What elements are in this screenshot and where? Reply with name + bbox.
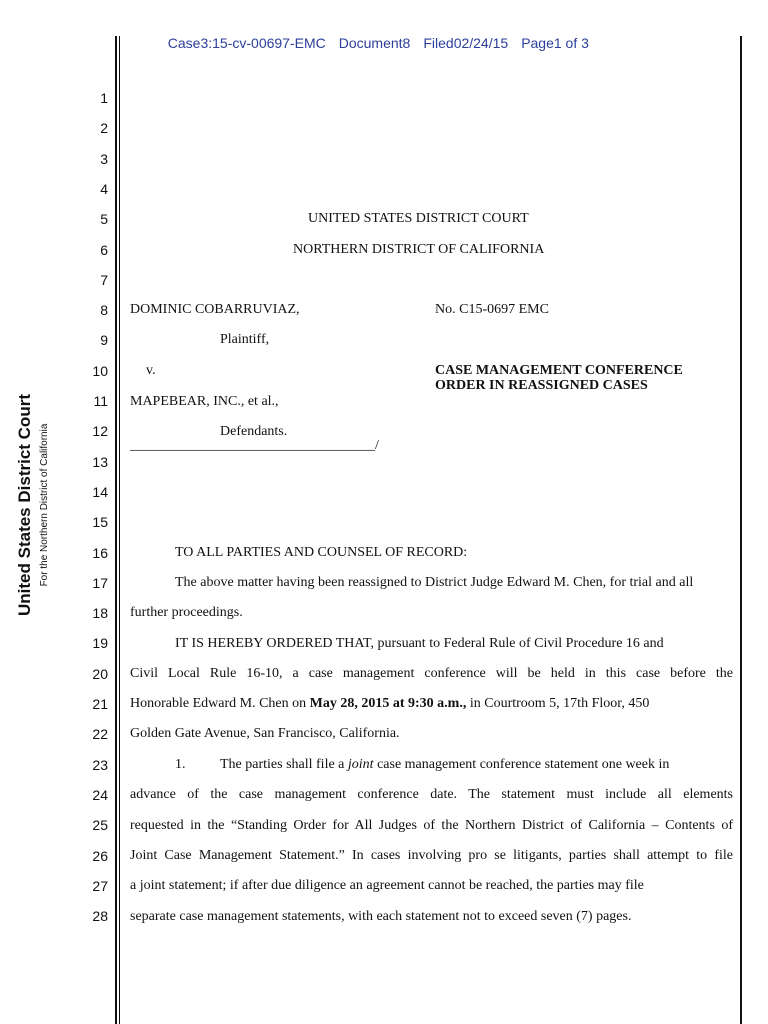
case-number: No. C15-0697 EMC	[435, 302, 549, 317]
line-number: 17	[92, 575, 108, 591]
line-number: 26	[92, 848, 108, 864]
side-court-name: United States District Court	[15, 394, 34, 616]
document-number-header: Document8	[338, 35, 411, 51]
item-1-line-1-start: The parties shall file a	[220, 757, 348, 772]
case-number-header: Case3:15-cv-00697-EMC	[167, 35, 326, 51]
right-margin-rule	[740, 36, 742, 1024]
court-district: NORTHERN DISTRICT OF CALIFORNIA	[293, 242, 545, 257]
item-1-line-2: advance of the case management conference date. The statement must include all elements	[130, 787, 733, 802]
left-margin-rule-outer	[115, 36, 117, 1024]
line-number: 18	[92, 605, 108, 621]
item-1-number: 1.	[175, 757, 186, 772]
conference-datetime: May 28, 2015 at 9:30 a.m.,	[309, 696, 467, 711]
line-number: 10	[92, 363, 108, 379]
paragraph-2-line-2: Civil Local Rule 16-10, a case management conference will be held in this case before the	[130, 666, 733, 681]
line-number: 12	[92, 423, 108, 439]
order-title-line-2: ORDER IN REASSIGNED CASES	[435, 378, 648, 393]
page-count-header: Page1 of 3	[521, 35, 589, 51]
line-number: 21	[92, 696, 108, 712]
line-number: 3	[100, 151, 108, 167]
item-1-line-1-end: case management conference statement one week in	[373, 757, 670, 772]
item-1-line-1	[220, 757, 669, 773]
item-1-line-5: a joint statement; if after due diligence an agreement cannot be reached, the parties may file	[130, 878, 644, 893]
line-number: 8	[100, 302, 108, 318]
plaintiff-name: DOMINIC COBARRUVIAZ,	[130, 302, 300, 317]
line-number: 24	[92, 787, 108, 803]
line-number: 6	[100, 242, 108, 258]
court-name: UNITED STATES DISTRICT COURT	[308, 211, 529, 226]
paragraph-2-line-3-start: Honorable Edward M. Chen on	[130, 696, 310, 711]
plaintiff-role: Plaintiff,	[220, 332, 270, 347]
line-number: 23	[92, 757, 108, 773]
line-number: 25	[92, 817, 108, 833]
salutation: TO ALL PARTIES AND COUNSEL OF RECORD:	[175, 545, 468, 560]
paragraph-1-line-2: further proceedings.	[130, 605, 243, 620]
line-number: 5	[100, 211, 108, 227]
item-1-line-6: separate case management statements, with each statement not to exceed seven (7) pages.	[130, 909, 632, 924]
filed-date-header: Filed02/24/15	[423, 35, 509, 51]
line-number: 13	[92, 454, 108, 470]
item-1-line-4: Joint Case Management Statement.” In cases involving pro se litigants, parties shall attempt to file	[130, 848, 733, 863]
item-1-line-3: requested in the “Standing Order for All Judges of the Northern District of California – Contents of	[130, 818, 733, 833]
line-number: 15	[92, 514, 108, 530]
paragraph-2-line-1: IT IS HEREBY ORDERED THAT, pursuant to Federal Rule of Civil Procedure 16 and	[175, 636, 664, 651]
line-number: 22	[92, 726, 108, 742]
line-number: 28	[92, 908, 108, 924]
paragraph-2-line-4: Golden Gate Avenue, San Francisco, California.	[130, 726, 400, 741]
line-number: 1	[100, 90, 108, 106]
line-number: 19	[92, 635, 108, 651]
line-number: 9	[100, 332, 108, 348]
paragraph-2-line-3-end: in Courtroom 5, 17th Floor, 450	[466, 696, 650, 711]
line-number: 4	[100, 181, 108, 197]
left-margin-rule-inner	[119, 36, 120, 1024]
line-number: 11	[93, 393, 108, 409]
order-title-line-1: CASE MANAGEMENT CONFERENCE	[435, 363, 683, 378]
line-number: 16	[92, 545, 108, 561]
side-court-district: For the Northern District of California	[39, 423, 50, 587]
joint-emphasis: joint	[347, 757, 374, 772]
paragraph-1-line-1: The above matter having been reassigned to District Judge Edward M. Chen, for trial and all	[175, 575, 694, 590]
line-number: 2	[100, 120, 108, 136]
defendant-role: Defendants.	[220, 424, 288, 439]
line-number: 20	[92, 666, 108, 682]
line-number: 27	[92, 878, 108, 894]
line-number: 7	[100, 272, 108, 288]
defendant-name: MAPEBEAR, INC., et al.,	[130, 394, 279, 409]
line-number: 14	[92, 484, 108, 500]
paragraph-2-line-3	[130, 696, 649, 712]
caption-rule: ___________________________________/	[130, 438, 379, 453]
document-header	[160, 19, 602, 51]
versus: v.	[146, 363, 156, 378]
